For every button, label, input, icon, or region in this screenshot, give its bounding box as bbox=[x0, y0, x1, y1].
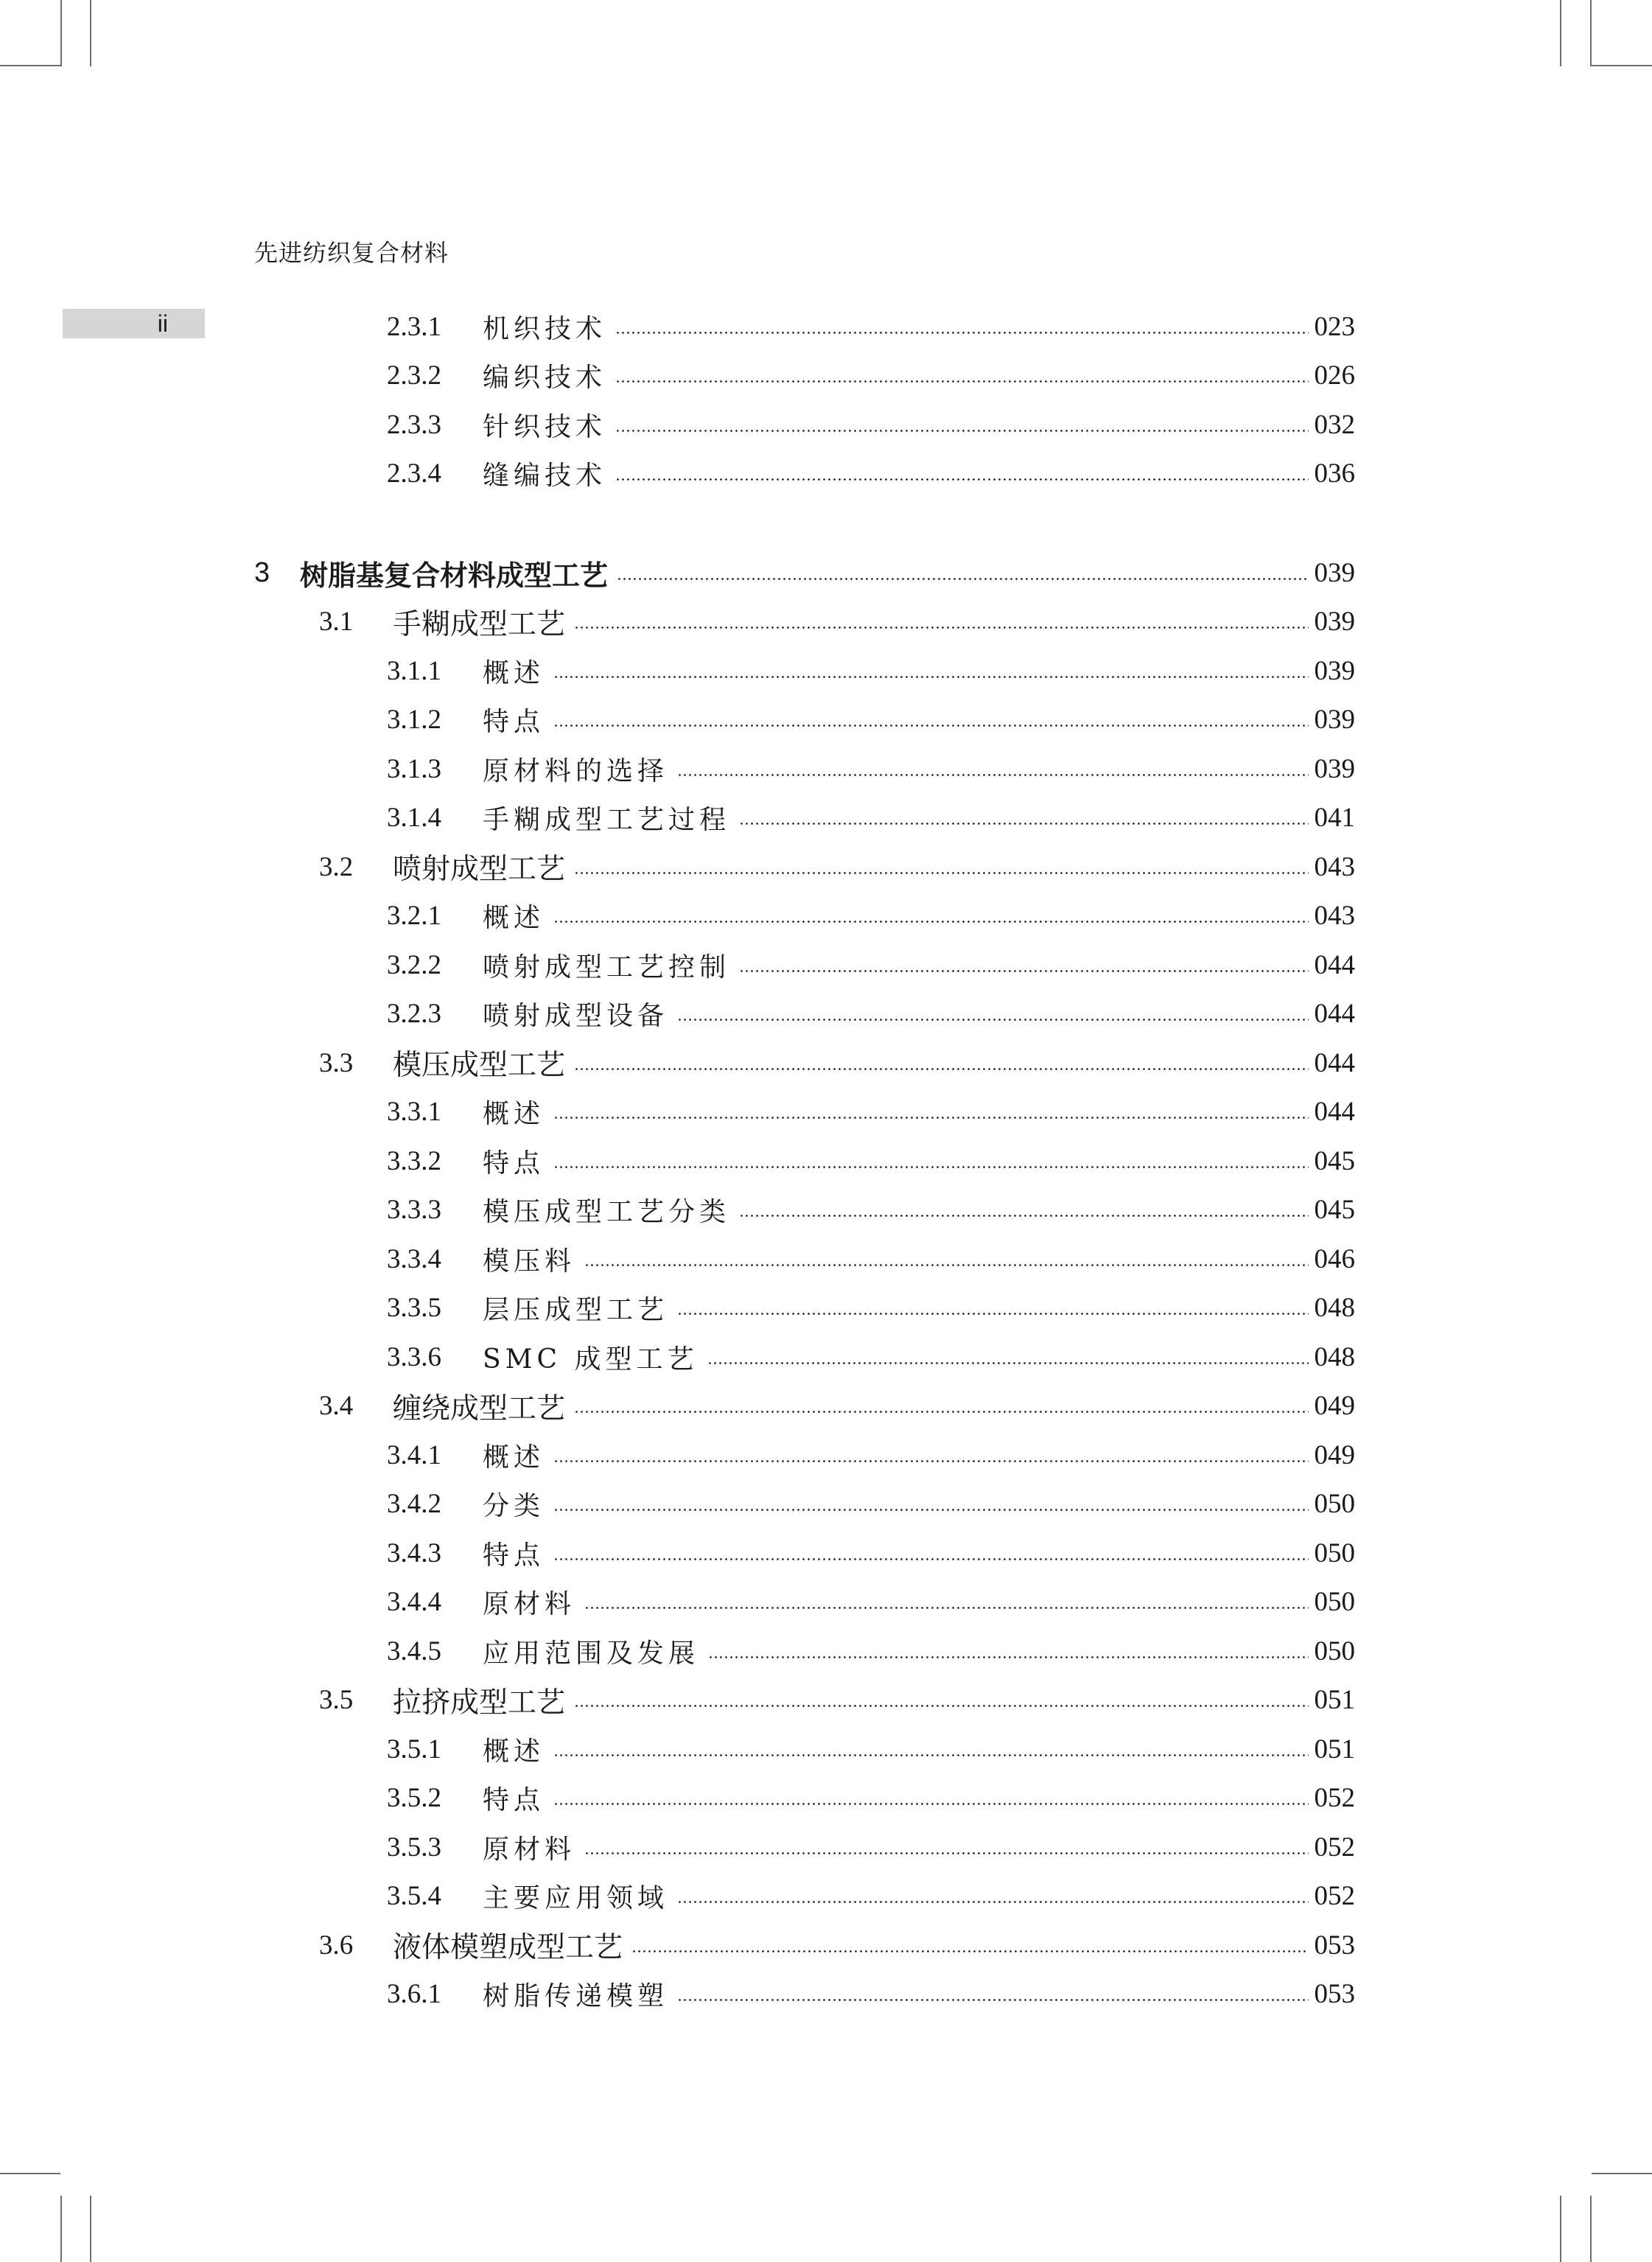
toc-entry[interactable] bbox=[387, 1333, 1355, 1381]
toc-entry-page: 041 bbox=[1314, 803, 1355, 833]
dot-leader bbox=[584, 1852, 1308, 1854]
toc-entry-page: 044 bbox=[1314, 1047, 1355, 1078]
toc-entry-title: SMC 成型工艺 bbox=[483, 1344, 699, 1375]
toc-entry-page: 050 bbox=[1314, 1489, 1355, 1519]
toc-entry-title: 应用范围及发展 bbox=[483, 1638, 700, 1669]
toc-entry-page: 039 bbox=[1314, 655, 1355, 686]
toc-entry-number: 3.1 bbox=[319, 607, 354, 637]
toc-entry[interactable] bbox=[387, 1774, 1355, 1823]
toc-entry-number: 3.3 bbox=[319, 1047, 354, 1078]
dot-leader bbox=[574, 1068, 1308, 1070]
toc-entry-page: 046 bbox=[1314, 1243, 1355, 1274]
toc-entry-page: 050 bbox=[1314, 1537, 1355, 1568]
toc-entry[interactable] bbox=[387, 1137, 1355, 1185]
toc-entry-page: 039 bbox=[1314, 557, 1355, 588]
dot-leader bbox=[615, 332, 1308, 334]
dot-leader bbox=[677, 1313, 1308, 1315]
toc-entry-page: 049 bbox=[1314, 1439, 1355, 1470]
toc-entry-title: 手糊成型工艺过程 bbox=[483, 805, 731, 835]
toc-entry[interactable] bbox=[387, 400, 1355, 449]
toc-entry[interactable] bbox=[387, 646, 1355, 695]
toc-entry-page: 023 bbox=[1314, 311, 1355, 342]
toc-entry-number: 3.1.2 bbox=[387, 705, 441, 735]
crop-mark bbox=[1590, 0, 1592, 66]
toc-entry-page: 043 bbox=[1314, 851, 1355, 882]
toc-entry[interactable] bbox=[319, 842, 1355, 891]
dot-leader bbox=[707, 1362, 1309, 1364]
dot-leader bbox=[553, 725, 1308, 727]
toc-entry[interactable] bbox=[387, 892, 1355, 940]
toc-entry-number: 3.3.2 bbox=[387, 1145, 441, 1176]
toc-entry-number: 3.3.3 bbox=[387, 1195, 441, 1225]
dot-leader bbox=[677, 1901, 1308, 1903]
toc-entry[interactable] bbox=[387, 352, 1355, 400]
toc-entry-number: 3.5.3 bbox=[387, 1832, 441, 1863]
toc-entry[interactable] bbox=[319, 598, 1355, 646]
toc-entry-number: 3.4.5 bbox=[387, 1636, 441, 1666]
toc-entry-title: 缠绕成型工艺 bbox=[393, 1392, 566, 1425]
toc-entry-title: 层压成型工艺 bbox=[483, 1295, 669, 1325]
toc-entry-title: 特点 bbox=[483, 1540, 545, 1571]
crop-mark bbox=[1592, 65, 1652, 66]
dot-leader bbox=[553, 921, 1308, 923]
toc-entry-title: 拉挤成型工艺 bbox=[393, 1686, 566, 1720]
toc-entry-page: 051 bbox=[1314, 1685, 1355, 1715]
dot-leader bbox=[553, 1117, 1308, 1119]
page-folio: ii bbox=[157, 310, 168, 337]
toc-entry-number: 3.5.2 bbox=[387, 1783, 441, 1813]
toc-entry[interactable] bbox=[319, 1676, 1355, 1725]
dot-leader bbox=[553, 676, 1308, 678]
crop-mark bbox=[0, 2173, 60, 2174]
toc-entry[interactable] bbox=[387, 1627, 1355, 1675]
crop-mark bbox=[1592, 2173, 1652, 2174]
toc-entry-number: 3.2.3 bbox=[387, 999, 441, 1029]
toc-entry-number: 3.4.1 bbox=[387, 1439, 441, 1470]
toc-entry-number: 3.3.4 bbox=[387, 1243, 441, 1274]
toc-entry-title: 概述 bbox=[483, 1736, 545, 1767]
toc-entry-number: 2.3.2 bbox=[387, 360, 441, 391]
toc-entry[interactable] bbox=[387, 1578, 1355, 1627]
dot-leader bbox=[739, 970, 1308, 972]
toc-entry-title: 概述 bbox=[483, 657, 545, 688]
toc-entry[interactable] bbox=[387, 1823, 1355, 1871]
dot-leader bbox=[584, 1264, 1308, 1266]
dot-leader bbox=[553, 1754, 1308, 1756]
toc-entry-title: 喷射成型工艺控制 bbox=[483, 952, 731, 982]
toc-entry-page: 039 bbox=[1314, 705, 1355, 735]
folio-bar bbox=[63, 309, 205, 338]
toc-entry[interactable] bbox=[387, 1186, 1355, 1235]
toc-entry-title: 缝编技术 bbox=[483, 461, 607, 491]
toc-entry-number: 3.5.4 bbox=[387, 1881, 441, 1911]
dot-leader bbox=[739, 1215, 1308, 1217]
dot-leader bbox=[677, 774, 1308, 776]
toc-entry-title: 主要应用领域 bbox=[483, 1883, 669, 1913]
toc-entry-title: 喷射成型设备 bbox=[483, 1001, 669, 1031]
toc-entry[interactable] bbox=[387, 1235, 1355, 1283]
toc-entry-page: 039 bbox=[1314, 607, 1355, 637]
toc-entry-page: 050 bbox=[1314, 1636, 1355, 1666]
toc-entry-number: 3.1.3 bbox=[387, 753, 441, 784]
toc-entry-page: 026 bbox=[1314, 360, 1355, 391]
toc-entry-number: 3.4.2 bbox=[387, 1489, 441, 1519]
toc-entry-title: 编织技术 bbox=[483, 363, 607, 393]
toc-entry-number: 2.3.1 bbox=[387, 311, 441, 342]
toc-entry[interactable] bbox=[387, 1529, 1355, 1577]
toc-entry-number: 3.5.1 bbox=[387, 1734, 441, 1764]
toc-entry-page: 053 bbox=[1314, 1979, 1355, 2009]
toc-entry-page: 045 bbox=[1314, 1195, 1355, 1225]
crop-mark bbox=[60, 2196, 62, 2262]
toc-entry-number: 3.2 bbox=[319, 851, 354, 882]
toc-entry-title: 概述 bbox=[483, 903, 545, 933]
toc-entry[interactable] bbox=[387, 302, 1355, 351]
dot-leader bbox=[553, 1558, 1308, 1560]
toc-entry-number: 3.1.4 bbox=[387, 803, 441, 833]
toc-entry-page: 044 bbox=[1314, 949, 1355, 980]
dot-leader bbox=[615, 380, 1308, 383]
toc-entry-title: 模压成型工艺分类 bbox=[483, 1197, 731, 1227]
dot-leader bbox=[584, 1607, 1308, 1609]
toc-entry[interactable] bbox=[387, 1088, 1355, 1137]
toc-entry-number: 2.3.4 bbox=[387, 458, 441, 489]
toc-entry[interactable] bbox=[319, 1039, 1355, 1087]
toc-entry-page: 052 bbox=[1314, 1881, 1355, 1911]
toc-entry[interactable] bbox=[387, 1480, 1355, 1529]
toc-entry-page: 036 bbox=[1314, 458, 1355, 489]
toc-entry-title: 特点 bbox=[483, 1148, 545, 1179]
toc-entry-title: 概述 bbox=[483, 1442, 545, 1473]
toc-entry-number: 2.3.3 bbox=[387, 409, 441, 440]
toc-entry-number: 3.5 bbox=[319, 1685, 354, 1715]
toc-entry[interactable] bbox=[254, 548, 1355, 597]
toc-entry[interactable] bbox=[319, 1382, 1355, 1431]
dot-leader bbox=[553, 1803, 1308, 1805]
crop-mark bbox=[90, 2196, 91, 2262]
dot-leader bbox=[574, 872, 1308, 874]
toc-entry-number: 3.3.5 bbox=[387, 1293, 441, 1323]
toc-entry-page: 053 bbox=[1314, 1930, 1355, 1961]
dot-leader bbox=[574, 626, 1308, 629]
toc-entry-title: 原材料 bbox=[483, 1834, 576, 1865]
toc-entry-title: 特点 bbox=[483, 1785, 545, 1815]
toc-entry[interactable] bbox=[319, 1921, 1355, 1969]
crop-mark bbox=[90, 0, 91, 66]
toc-entry-page: 048 bbox=[1314, 1293, 1355, 1323]
toc-entry-page: 044 bbox=[1314, 1097, 1355, 1127]
toc-entry-page: 048 bbox=[1314, 1341, 1355, 1372]
dot-leader bbox=[553, 1509, 1308, 1511]
toc-entry-title: 树脂传递模塑 bbox=[483, 1981, 669, 2011]
toc-entry-page: 045 bbox=[1314, 1145, 1355, 1176]
toc-entry-page: 050 bbox=[1314, 1587, 1355, 1617]
crop-mark bbox=[1560, 0, 1561, 66]
toc-entry-page: 051 bbox=[1314, 1734, 1355, 1764]
dot-leader bbox=[574, 1411, 1308, 1413]
toc-entry-page: 043 bbox=[1314, 901, 1355, 931]
toc-entry[interactable] bbox=[387, 1431, 1355, 1479]
toc-entry-page: 044 bbox=[1314, 999, 1355, 1029]
dot-leader bbox=[631, 1950, 1308, 1952]
dot-leader bbox=[553, 1166, 1308, 1168]
toc-entry-number: 3.3.6 bbox=[387, 1341, 441, 1372]
toc-entry-title: 分类 bbox=[483, 1491, 545, 1521]
toc-entry[interactable] bbox=[387, 1872, 1355, 1921]
running-head-book-title: 先进纺织复合材料 bbox=[254, 239, 449, 267]
crop-mark bbox=[1560, 2196, 1561, 2262]
dot-leader bbox=[553, 1460, 1308, 1462]
dot-leader bbox=[574, 1705, 1308, 1707]
toc-entry-number: 3.4 bbox=[319, 1391, 354, 1421]
toc-entry-number: 3.2.2 bbox=[387, 949, 441, 980]
toc-entry-title: 模压成型工艺 bbox=[393, 1049, 566, 1082]
toc-entry-number: 3.1.1 bbox=[387, 655, 441, 686]
toc-entry[interactable] bbox=[387, 1725, 1355, 1773]
toc-entry[interactable] bbox=[387, 744, 1355, 793]
toc-entry-title: 机织技术 bbox=[483, 313, 607, 344]
dot-leader bbox=[739, 823, 1308, 825]
toc-entry-page: 052 bbox=[1314, 1783, 1355, 1813]
toc-entry-title: 液体模塑成型工艺 bbox=[393, 1931, 623, 1964]
toc-entry-title: 针织技术 bbox=[483, 411, 607, 442]
toc-entry[interactable] bbox=[387, 696, 1355, 744]
toc-entry-title: 树脂基复合材料成型工艺 bbox=[300, 559, 609, 592]
toc-entry-title: 手糊成型工艺 bbox=[393, 607, 566, 641]
toc-entry-title: 喷射成型工艺 bbox=[393, 853, 566, 886]
crop-mark bbox=[1590, 2196, 1592, 2262]
toc-entry[interactable] bbox=[387, 1970, 1355, 2019]
toc-entry[interactable] bbox=[387, 940, 1355, 989]
toc-entry-page: 049 bbox=[1314, 1391, 1355, 1421]
dot-leader bbox=[677, 1019, 1308, 1021]
toc-entry[interactable] bbox=[387, 1284, 1355, 1333]
toc-entry[interactable] bbox=[387, 990, 1355, 1039]
toc-entry[interactable] bbox=[387, 794, 1355, 842]
toc-entry-number: 3.6 bbox=[319, 1930, 354, 1961]
toc-entry-number: 3.2.1 bbox=[387, 901, 441, 931]
dot-leader bbox=[615, 478, 1308, 481]
crop-mark bbox=[60, 0, 62, 66]
toc-entry-number: 3.4.4 bbox=[387, 1587, 441, 1617]
toc-entry-page: 039 bbox=[1314, 753, 1355, 784]
toc-entry-number: 3.4.3 bbox=[387, 1537, 441, 1568]
toc-entry-title: 特点 bbox=[483, 707, 545, 737]
dot-leader bbox=[677, 1999, 1308, 2001]
toc-entry-number: 3.3.1 bbox=[387, 1097, 441, 1127]
toc-entry-page: 052 bbox=[1314, 1832, 1355, 1863]
dot-leader bbox=[615, 430, 1308, 432]
toc-entry-title: 原材料 bbox=[483, 1589, 576, 1619]
crop-mark bbox=[0, 65, 60, 66]
toc-entry-page: 032 bbox=[1314, 409, 1355, 440]
toc-entry-number: 3 bbox=[254, 556, 270, 588]
toc-entry-title: 原材料的选择 bbox=[483, 755, 669, 786]
dot-leader bbox=[708, 1656, 1308, 1658]
dot-leader bbox=[617, 578, 1308, 580]
toc-entry[interactable] bbox=[387, 450, 1355, 498]
toc-entry-title: 模压料 bbox=[483, 1246, 576, 1277]
toc-entry-number: 3.6.1 bbox=[387, 1979, 441, 2009]
toc-entry-title: 概述 bbox=[483, 1099, 545, 1129]
